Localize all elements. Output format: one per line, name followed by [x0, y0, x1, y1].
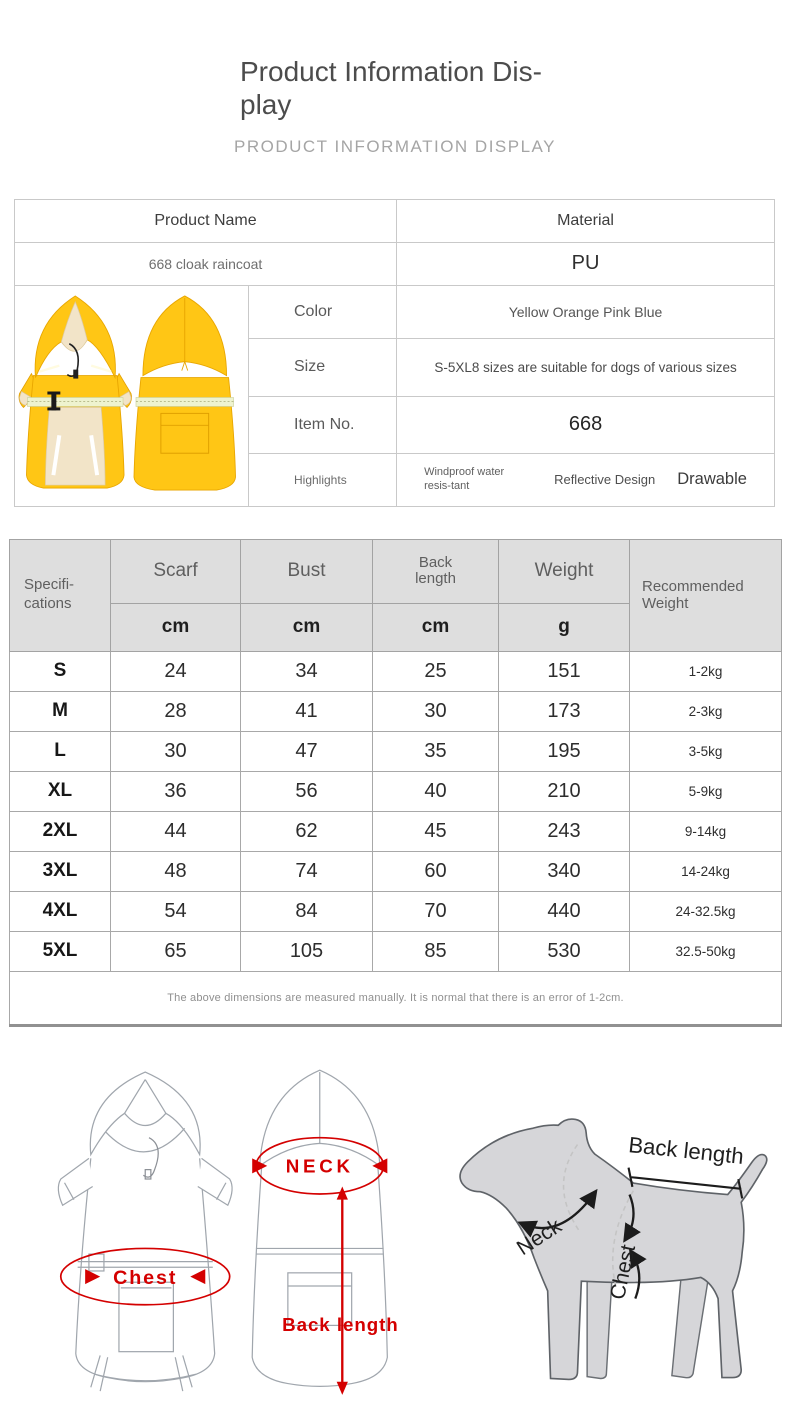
dog-measurement-diagram: [435, 1093, 782, 1404]
page-title-line1: Product Information Dis-: [240, 56, 542, 87]
col-header-back-length: [373, 539, 499, 603]
highlight-item: Reflective Design: [554, 472, 656, 488]
cell-recommended-weight: 3-5kg: [630, 731, 782, 771]
item-no-label: Item No.: [249, 396, 397, 453]
cell-back-length: 25: [373, 651, 499, 691]
cell-scarf: 24: [111, 651, 241, 691]
size-chart-row: [10, 891, 782, 931]
cell-back-length: 60: [373, 851, 499, 891]
raincoat-back-view: [134, 295, 236, 489]
cell-weight: 210: [499, 771, 630, 811]
cell-bust: 47: [241, 731, 373, 771]
cell-weight: 173: [499, 691, 630, 731]
cell-recommended-weight: 2-3kg: [630, 691, 782, 731]
cell-back-length: 70: [373, 891, 499, 931]
material-label: Material: [397, 199, 775, 242]
unit-bust-cm: cm: [241, 603, 373, 651]
product-photo-cell: [15, 285, 249, 506]
dog-back-length-label: Back length: [627, 1131, 746, 1169]
col-header-bust: Bust: [241, 539, 373, 603]
cell-scarf: 48: [111, 851, 241, 891]
cell-size: M: [10, 691, 111, 731]
cell-recommended-weight: 1-2kg: [630, 651, 782, 691]
highlight-item: Drawable: [677, 470, 747, 489]
size-value: S-5XL8 sizes are suitable for dogs of various sizes: [397, 339, 775, 396]
size-chart-row: [10, 771, 782, 811]
cell-size: L: [10, 731, 111, 771]
cell-size: 4XL: [10, 891, 111, 931]
raincoat-front-view: [19, 295, 131, 487]
cell-back-length: 40: [373, 771, 499, 811]
coat-back-length-label: Back length: [282, 1313, 399, 1335]
dog-neck-label: Neck: [513, 1213, 567, 1260]
cell-scarf: 54: [111, 891, 241, 931]
cell-size: 2XL: [10, 811, 111, 851]
size-chart-row: [10, 651, 782, 691]
coat-chest-label: Chest: [113, 1266, 178, 1289]
page-subtitle: PRODUCT INFORMATION DISPLAY: [234, 136, 556, 156]
size-label: Size: [249, 339, 397, 396]
size-chart-body: [10, 651, 782, 971]
cell-size: 5XL: [10, 931, 111, 971]
col-header-weight: Weight: [499, 539, 630, 603]
col-header-recommended-weight: [630, 539, 782, 651]
specifications-line1: Specifi-: [24, 576, 75, 594]
cell-bust: 62: [241, 811, 373, 851]
col-header-scarf: Scarf: [111, 539, 241, 603]
cell-weight: 195: [499, 731, 630, 771]
cell-scarf: 65: [111, 931, 241, 971]
recommended-line1: Recommended: [642, 577, 744, 595]
size-chart-row: [10, 851, 782, 891]
raincoat-measurement-diagram: [42, 1055, 417, 1425]
dog-far-rear-leg: [672, 1272, 709, 1377]
size-chart-row: [10, 811, 782, 851]
color-label: Color: [249, 285, 397, 339]
product-name-value: 668 cloak raincoat: [15, 242, 397, 285]
unit-back-length-cm: cm: [373, 603, 499, 651]
size-chart-table: [9, 539, 782, 1027]
measurement-diagrams: [0, 1055, 790, 1425]
cell-scarf: 36: [111, 771, 241, 811]
highlights-list: [397, 466, 774, 492]
cell-bust: 105: [241, 931, 373, 971]
cell-bust: 56: [241, 771, 373, 811]
material-value: PU: [397, 242, 775, 285]
page-title-line2: play: [240, 88, 292, 120]
unit-scarf-cm: cm: [111, 603, 241, 651]
dog-chest-label: Chest: [606, 1242, 641, 1302]
back-length-down-arrowhead: [337, 1381, 348, 1394]
back-length-line1: Back: [418, 553, 453, 571]
cell-weight: 151: [499, 651, 630, 691]
highlight-item: Windproof water resis-tant: [424, 466, 505, 492]
product-name-label: Product Name: [15, 199, 397, 242]
highlights-label: Highlights: [249, 453, 397, 506]
coat-neck-label: NECK: [285, 1154, 354, 1176]
measurement-note: The above dimensions are measured manually. It is normal that there is an error of 1-2cm.: [10, 971, 782, 1025]
cell-weight: 530: [499, 931, 630, 971]
cell-back-length: 30: [373, 691, 499, 731]
cell-back-length: 85: [373, 931, 499, 971]
cell-scarf: 30: [111, 731, 241, 771]
cell-scarf: 44: [111, 811, 241, 851]
unit-weight-g: g: [499, 603, 630, 651]
back-length-line2: length: [415, 570, 456, 587]
product-photo-raincoat: [15, 286, 247, 501]
cell-weight: 243: [499, 811, 630, 851]
cell-bust: 34: [241, 651, 373, 691]
col-header-specifications: [10, 539, 111, 651]
cell-back-length: 45: [373, 811, 499, 851]
size-chart-row: [10, 731, 782, 771]
cell-bust: 84: [241, 891, 373, 931]
cell-bust: 41: [241, 691, 373, 731]
cell-recommended-weight: 5-9kg: [630, 771, 782, 811]
size-chart-row: [10, 931, 782, 971]
cell-recommended-weight: 24-32.5kg: [630, 891, 782, 931]
cell-recommended-weight: 9-14kg: [630, 811, 782, 851]
page-title: [240, 56, 550, 122]
cell-size: XL: [10, 771, 111, 811]
size-chart-row: [10, 691, 782, 731]
product-info-table: [14, 199, 775, 507]
color-value: Yellow Orange Pink Blue: [397, 285, 775, 339]
cell-weight: 340: [499, 851, 630, 891]
specifications-line2: cations: [24, 595, 72, 612]
cell-recommended-weight: 32.5-50kg: [630, 931, 782, 971]
cell-weight: 440: [499, 891, 630, 931]
page-header: [0, 0, 790, 157]
cell-size: 3XL: [10, 851, 111, 891]
recommended-line2: Weight: [642, 595, 689, 612]
cell-back-length: 35: [373, 731, 499, 771]
cell-scarf: 28: [111, 691, 241, 731]
item-no-value: 668: [397, 396, 775, 453]
cell-bust: 74: [241, 851, 373, 891]
cell-recommended-weight: 14-24kg: [630, 851, 782, 891]
cell-size: S: [10, 651, 111, 691]
